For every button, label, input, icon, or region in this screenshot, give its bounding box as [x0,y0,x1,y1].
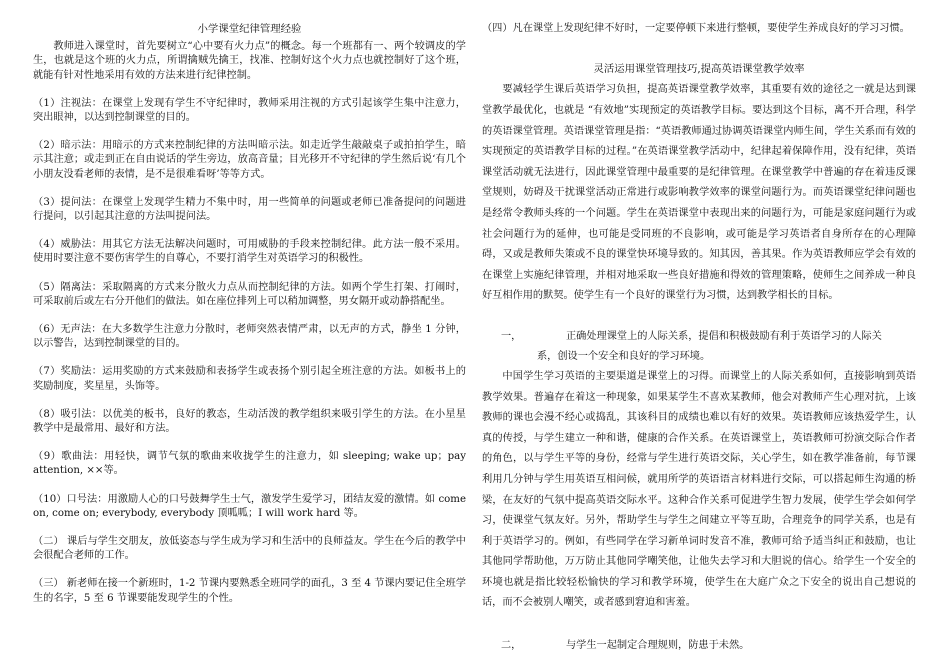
item-three: （三） 新老师在接一个新班时，1-2 节课内要熟悉全班同学的面孔，3 至 4 节课内要记住全班学生的名字，5 至 6 节课要能发现学生的个性。 [33,578,466,604]
method-question: （3）提问法：在课堂上发现学生精力不集中时，用一些简单的问题或老师已准备提问的问题进行提问，以引起其注意的方法叫提问法。 [33,196,466,223]
relationship-paragraph: 中国学生学习英语的主要渠道是课堂上的习得。而课堂上的人际关系如何，直接影响到英语教学效果。普遍存在着这一种现象，如果某学生不喜欢某教师，他会对教师产生心理对抗，上该教师的课也会漫不经心或捣乱，其该科目的成绩也难以有好的效果。英语教师应该热爱学生，认真的传授，与学生建立一种和谐，健康的合作关系。在英语课堂上，英语教师可扮演交际合作者的角色，以与学生平等的身份，经常与学生进行英语交际，关心学生，如在教学准备前，每节课利用几分钟与学生用英语互相问候，就用所学的英语语言材料进行交际，可以搭起师生沟通的桥梁，在友好的气氛中提高英语交际水平。这种合作关系可促进学生智力发展，使学生学会如何学习，使课堂气氛友好。另外，帮助学生与学生之间建立平等互助，合理竞争的同学关系，也是有利于英语学习的。例如，有些同学在学习新单词时发音不准，教师可给予适当纠正和鼓励，也让其他同学帮助他，万万防止其他同学嘲笑他，让他失去学习和大胆说的信心。给学生一个安全的环境也就是指比较轻松愉快的学习和教学环境，使学生在大庭广众之下安全的说出自己想说的话，而不会被别人嘲笑，或者感到窘迫和害羞。 [482,370,916,609]
method-reward: （7）奖励法：运用奖励的方式来鼓励和表扬学生或表扬个别引起全班注意的方法。如板书上的奖励制度，奖星星，头饰等。 [33,366,466,392]
method-isolate: （5）隔离法：采取隔离的方式来分散火力点从而控制纪律的方法。如两个学生打架、打闹时，可采取前后或左右分开他们的做法。如在座位排列上可以稍加调整，男女隔开或动静搭配坐。 [33,281,466,307]
document-title: 小学课堂纪律管理经验 [197,23,302,35]
heading-two-text: 与学生一起制定合理规则，防患于未然。 [566,640,750,652]
heading-two-number: 二， [501,640,522,652]
right-column [482,0,916,656]
method-song: （9）歌曲法：用轻快，调节气氛的歌曲来收拢学生的注意力，如 sleeping; wake up；pay attention, ××等。 [33,451,466,477]
section-title: 灵活运用课堂管理技巧,提高英语课堂教学效率 [593,63,805,76]
item-two: （二） 课后与学生交朋友，放低姿态与学生成为学习和生活中的良师益友。学生在今后的教学中会很配合老师的工作。 [33,536,466,562]
left-column [33,0,466,606]
heading-one [482,327,916,347]
item-four: （四）凡在课堂上发现纪律不好时，一定要停顿下来进行整顿，要使学生养成良好的学习习惯。 [482,23,910,34]
intro-paragraph-right: 要减轻学生课后英语学习负担，提高英语课堂教学效率，其重要有效的途径之一就是达到课堂教学最优化，也就是 “有效地”实现预定的英语教学目标。要达到这个目标，离不开合理，科学的英语课堂管理。英语课堂管理是指：“英语教师通过协调英语课堂内师生间，学生关系而有效的实现预定的英语教学目标的过程。”在英语课堂教学活动中，纪律起着保障作用，没有纪律，英语课堂活动就无法进行，因此课堂管理中最重要的是纪律管理。在课堂教学中普遍的存在着违反课堂规则，妨碍及干扰课堂活动正常进行或影响教学效率的课堂问题行为。而英语课堂纪律问题也是经常令教师头疼的一个问题。学生在英语课堂中表现出来的问题行为，可能是家庭问题行为或社会问题行为的延伸，也可能是受同班的不良影响，或可能是学习英语者自身所存在的心理障碍，又或是教师失策或不良的课堂快环境导致的。知其因，善其果。作为英语教师应学会有效的在课堂上实施纪律管理，并相对地采取一些良好措施和得效的管理策略，使师生之间养成一种良好互相作用的默契。使学生有一个良好的课堂行为习惯，达到教学相长的目标。 [482,84,916,302]
heading-one-text: 正确处理课堂上的人际关系，提倡和积极鼓励有利于英语学习的人际关 [566,330,882,342]
method-gaze: （1）注视法：在课堂上发现有学生不守纪律时，教师采用注视的方式引起该学生集中注意力，突出眼神，以达到控制课堂的目的。 [33,97,466,124]
method-threat: （4）威胁法：用其它方法无法解决问题时，可用威胁的手段来控制纪律。此方法一般不采用。使用时要注意不要伤害学生的自尊心，不要打消学生对英语学习的积极性。 [33,239,466,265]
heading-one-continued: 系，创设一个安全和良好的学习环境。 [537,350,711,362]
heading-one-number: 一， [501,330,522,342]
intro-paragraph: 教师进入课堂时，首先要树立“心中要有火力点”的概念。每一个班都有一、两个较调皮的学生，也就是这个班的火力点，所谓擒贼先擒王，找准、控制好这个火力点也就控制好了这个班，就能有针对性地采用有效的方法来进行纪律控制。 [33,41,466,81]
method-attract: （8）吸引法：以优美的板书，良好的教态，生动活泼的教学组织来吸引学生的方法。在小星星教学中是最常用、最好和方法。 [33,408,466,435]
heading-two [482,636,916,656]
method-silent: （6）无声法：在大多数学生注意力分散时，老师突然表情严肃，以无声的方式，静坐 1 分钟，以示警告，达到控制课堂的目的。 [33,324,466,350]
method-hint: （2）暗示法：用暗示的方式来控制纪律的方法叫暗示法。如走近学生敲敲桌子或拍拍学生，暗示其注意；或走到正在自由说话的学生旁边，放高音量；目光移开不守纪律的学生然后说‘有几个小朋友没看老师的表情，是不是很难看呀’等等方式。 [33,140,466,180]
method-slogan: （10）口号法：用激励人心的口号鼓舞学生士气，激发学生爱学习，团结友爱的激情。如 come on, come on; everybody, everybody 顶呱呱；I will work hard 等。 [33,493,466,519]
